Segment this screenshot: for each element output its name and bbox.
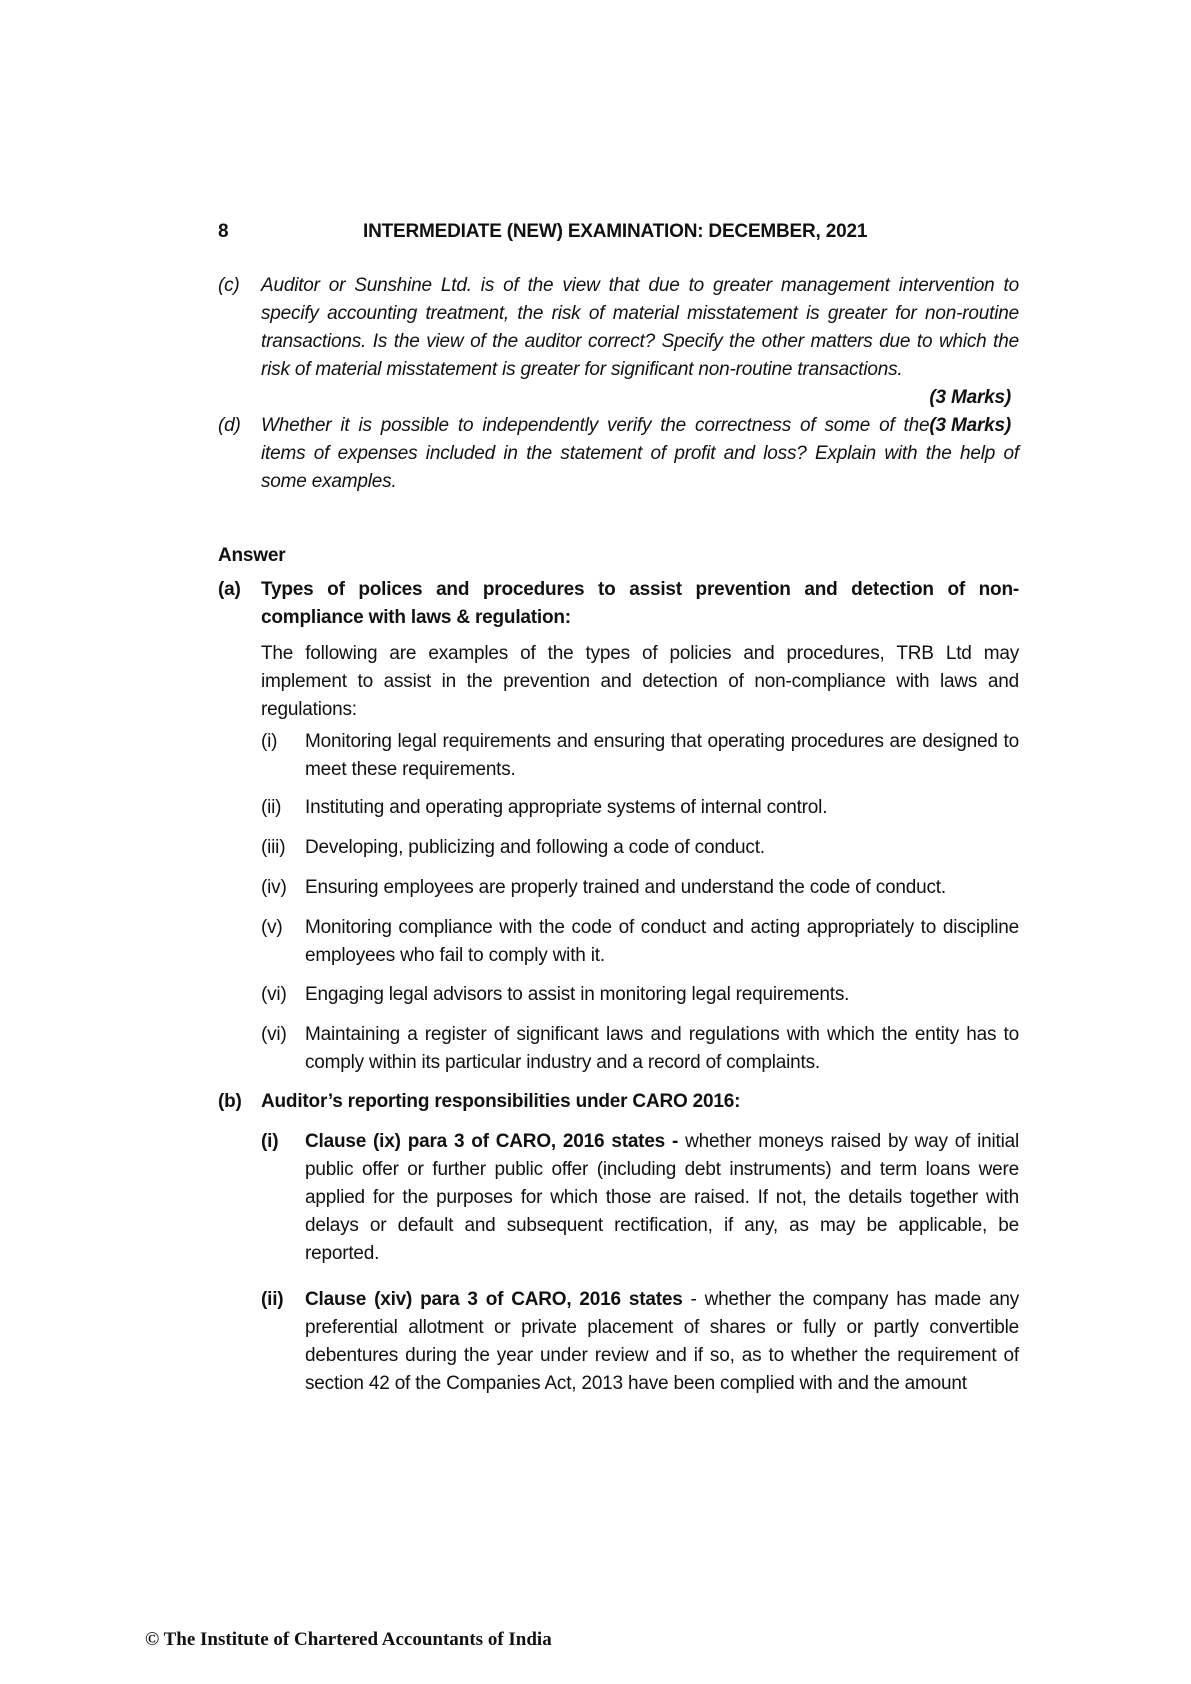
- clause-text: whether moneys raised by way of initial public offer or further public offer (including debt instruments) and term loans were applied for the purposes for which those are raised. If not, the details together with delays or default and subsequent rectification, if any, as may be applicable, be reported.: [305, 1131, 1019, 1264]
- question-label: (c): [218, 275, 240, 296]
- question-text: Auditor or Sunshine Ltd. is of the view that due to greater management intervention to specify accounting treatment, the risk of material misstatement is greater for non-routine transactions. Is the view of the auditor correct? Specify the other matters due to which the risk of material misstatement is greater for significant non-routine transactions.: [261, 275, 1019, 380]
- page-title: INTERMEDIATE (NEW) EXAMINATION: DECEMBER, 2021: [363, 221, 868, 242]
- list-item-number: (v): [261, 917, 283, 938]
- list-item: [261, 794, 1019, 822]
- list-item-number: (ii): [261, 797, 282, 818]
- section-b: [218, 1088, 1019, 1116]
- question-c: [218, 272, 1019, 412]
- question-d: [218, 412, 1019, 496]
- list-item: [261, 1021, 1019, 1077]
- list-item-text: Maintaining a register of significant laws and regulations with which the entity has to comply within its particular industry and a record of complaints.: [305, 1024, 1019, 1073]
- list-item: [261, 914, 1019, 970]
- list-item-text: Monitoring legal requirements and ensuring that operating procedures are designed to meet these requirements.: [305, 731, 1019, 780]
- section-label: (a): [218, 579, 241, 600]
- list-item-text: [305, 1286, 1019, 1398]
- list-item: [261, 1286, 1019, 1398]
- list-item-text: Engaging legal advisors to assist in monitoring legal requirements.: [305, 984, 850, 1005]
- list-item: [261, 981, 1019, 1009]
- clause-text: - whether the company has made any preferential allotment or private placement of shares or fully or partly convertible debentures during the year under review and if so, as to whether the requirement of section 42 of the Companies Act, 2013 have been complied with and the amount: [305, 1289, 1019, 1394]
- question-body: Whether it is possible to independently verify the correctness of some of the items of expenses included in the statement of profit and loss? Explain with the help of some examples.: [261, 415, 1019, 492]
- list-item-number: (i): [261, 731, 278, 752]
- footer-copyright: © The Institute of Chartered Accountants of India: [145, 1629, 552, 1650]
- list-item-number: (vi): [261, 1024, 287, 1045]
- list-item: [261, 728, 1019, 784]
- list-item-text: [305, 1128, 1019, 1268]
- list-item-number: (i): [261, 1131, 279, 1152]
- answer-label: Answer: [218, 545, 286, 566]
- question-marks: (3 Marks): [929, 387, 1011, 408]
- question-marks: (3 Marks): [929, 415, 1011, 436]
- list-item: [261, 874, 1019, 902]
- list-item-number: (iii): [261, 837, 286, 858]
- list-item-text: Ensuring employees are properly trained and understand the code of conduct.: [305, 877, 946, 898]
- list-item-text: Monitoring compliance with the code of conduct and acting appropriately to discipline employees who fail to comply with it.: [305, 917, 1019, 966]
- list-item-number: (vi): [261, 984, 287, 1005]
- list-item-text: Developing, publicizing and following a code of conduct.: [305, 837, 765, 858]
- section-label: (b): [218, 1091, 242, 1112]
- list-item-number: (ii): [261, 1289, 284, 1310]
- clause-lead: Clause (ix) para 3 of CARO, 2016 states -: [305, 1131, 679, 1152]
- section-intro: The following are examples of the types of policies and procedures, TRB Ltd may implement to assist in the prevention and detection of non-compliance with laws and regulations:: [261, 643, 1019, 720]
- section-a: [218, 576, 1019, 632]
- list-item: [261, 834, 1019, 862]
- page-number: 8: [218, 221, 229, 242]
- section-heading: Auditor’s reporting responsibilities under CARO 2016:: [261, 1091, 741, 1112]
- list-item: [261, 1128, 1019, 1268]
- page-header: [218, 218, 1019, 246]
- question-label: (d): [218, 415, 241, 436]
- clause-lead: Clause (xiv) para 3 of CARO, 2016 states: [305, 1289, 683, 1310]
- list-item-text: Instituting and operating appropriate systems of internal control.: [305, 797, 828, 818]
- section-heading: Types of polices and procedures to assist prevention and detection of non-compliance with laws & regulation:: [261, 579, 1019, 628]
- question-text: [261, 412, 1019, 496]
- list-item-number: (iv): [261, 877, 287, 898]
